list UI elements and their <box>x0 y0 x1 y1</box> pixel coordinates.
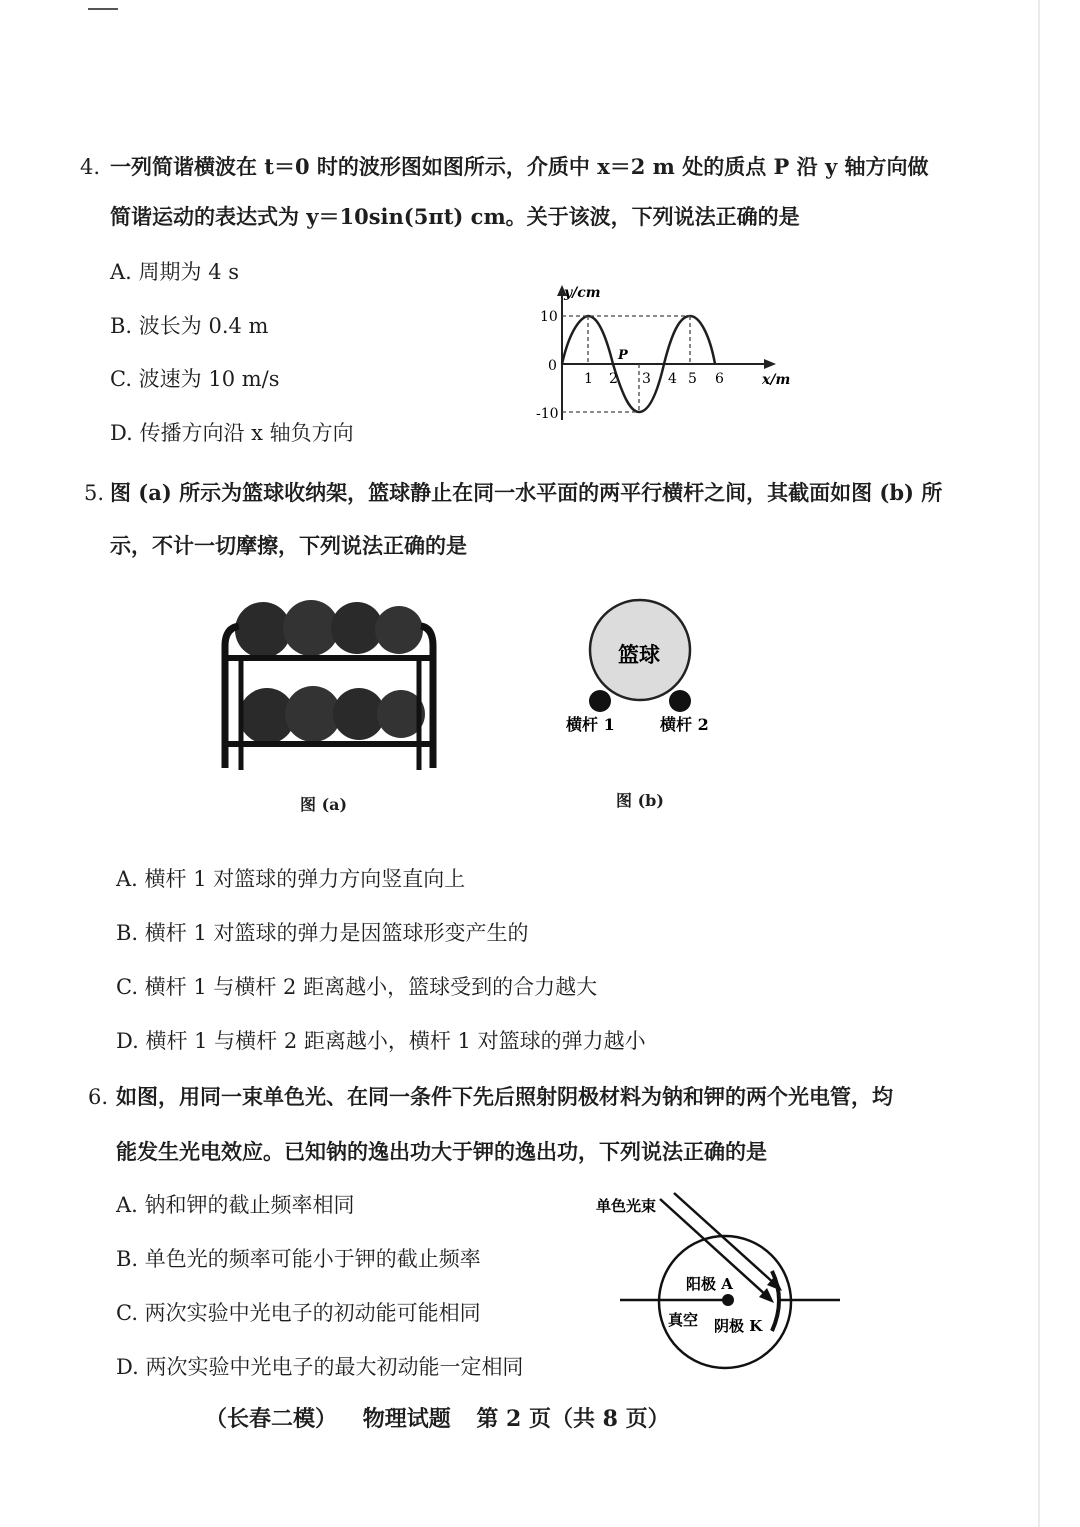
question-stem-line-2: 能发生光电效应。已知钠的逸出功大于钾的逸出功，下列说法正确的是 <box>116 1139 767 1164</box>
x-tick-label: 5 <box>688 371 697 387</box>
page-edge <box>1038 0 1040 1527</box>
x-tick-label: 1 <box>584 371 593 387</box>
x-axis-label: x/m <box>762 372 791 388</box>
option-a: A. 钠和钾的截止频率相同 <box>116 1193 355 1217</box>
bar-1-label: 横杆 1 <box>566 715 615 734</box>
basketball <box>285 686 341 742</box>
basketball <box>283 600 339 656</box>
figure-a-caption: 图 (a) <box>300 795 348 814</box>
photoelectric-tube-figure <box>590 1185 850 1375</box>
question-number: 6. <box>88 1085 109 1109</box>
x-axis-arrow <box>764 359 776 369</box>
basketball <box>375 606 423 654</box>
light-ray-2 <box>674 1193 776 1285</box>
basketball-rack-figure <box>215 598 445 773</box>
option-d: D. 传播方向沿 x 轴负方向 <box>110 421 354 445</box>
anode-dot <box>722 1294 734 1306</box>
page-number: 第 2 页（共 8 页） <box>476 1406 670 1432</box>
bar-2 <box>669 690 691 712</box>
subject-name: 物理试题 <box>362 1406 451 1432</box>
point-p-label: P <box>618 348 628 363</box>
anode-label: 阳极 A <box>686 1275 733 1293</box>
page-footer <box>205 1402 688 1433</box>
corner-mark <box>88 8 118 10</box>
ball-label: 篮球 <box>618 642 660 667</box>
option-a: A. 横杆 1 对篮球的弹力方向竖直向上 <box>116 867 466 891</box>
wave-graph <box>528 280 798 430</box>
option-b: B. 横杆 1 对篮球的弹力是因篮球形变产生的 <box>116 921 529 945</box>
y-axis-label: y/cm <box>564 285 601 301</box>
option-d: D. 横杆 1 与横杆 2 距离越小，横杆 1 对篮球的弹力越小 <box>116 1029 646 1053</box>
option-c: C. 两次实验中光电子的初动能可能相同 <box>116 1301 481 1325</box>
figure-b-caption: 图 (b) <box>616 791 664 810</box>
option-a: A. 周期为 4 s <box>110 260 240 284</box>
question-number: 4. <box>80 155 101 179</box>
x-tick-label: 4 <box>668 371 677 387</box>
x-tick-label: 3 <box>642 371 651 387</box>
question-stem-line-2: 示，不计一切摩擦，下列说法正确的是 <box>110 533 467 558</box>
question-stem-line-2: 简谐运动的表达式为 y＝10sin(5πt) cm。关于该波，下列说法正确的是 <box>110 204 800 229</box>
question-number: 5. <box>84 481 105 505</box>
bar-1 <box>589 690 611 712</box>
light-beam-label: 单色光束 <box>596 1197 657 1215</box>
basketball <box>235 602 291 658</box>
question-stem-line-1: 一列简谐横波在 t＝0 时的波形图如图所示，介质中 x＝2 m 处的质点 P 沿 y 轴方向做 <box>110 154 929 179</box>
option-c: C. 横杆 1 与横杆 2 距离越小，篮球受到的合力越大 <box>116 975 598 999</box>
question-stem-line-1: 如图，用同一束单色光、在同一条件下先后照射阴极材料为钠和钾的两个光电管，均 <box>116 1084 893 1109</box>
exam-name: （长春二模） <box>205 1406 338 1432</box>
x-tick-label: 6 <box>715 371 724 387</box>
option-c: C. 波速为 10 m/s <box>110 367 280 391</box>
y-tick-label: 0 <box>548 358 557 374</box>
vacuum-label: 真空 <box>668 1311 699 1329</box>
y-tick-label: -10 <box>536 406 559 422</box>
cross-section-figure <box>560 598 730 743</box>
y-tick-label: 10 <box>540 309 558 325</box>
option-b: B. 单色光的频率可能小于钾的截止频率 <box>116 1247 481 1271</box>
question-stem-line-1: 图 (a) 所示为篮球收纳架，篮球静止在同一水平面的两平行横杆之间，其截面如图 (b) 所 <box>110 480 943 505</box>
x-tick-label: 2 <box>609 371 618 387</box>
bar-2-label: 横杆 2 <box>660 715 709 734</box>
option-d: D. 两次实验中光电子的最大初动能一定相同 <box>116 1355 524 1379</box>
cathode-label: 阴极 K <box>714 1317 763 1335</box>
option-b: B. 波长为 0.4 m <box>110 314 269 338</box>
